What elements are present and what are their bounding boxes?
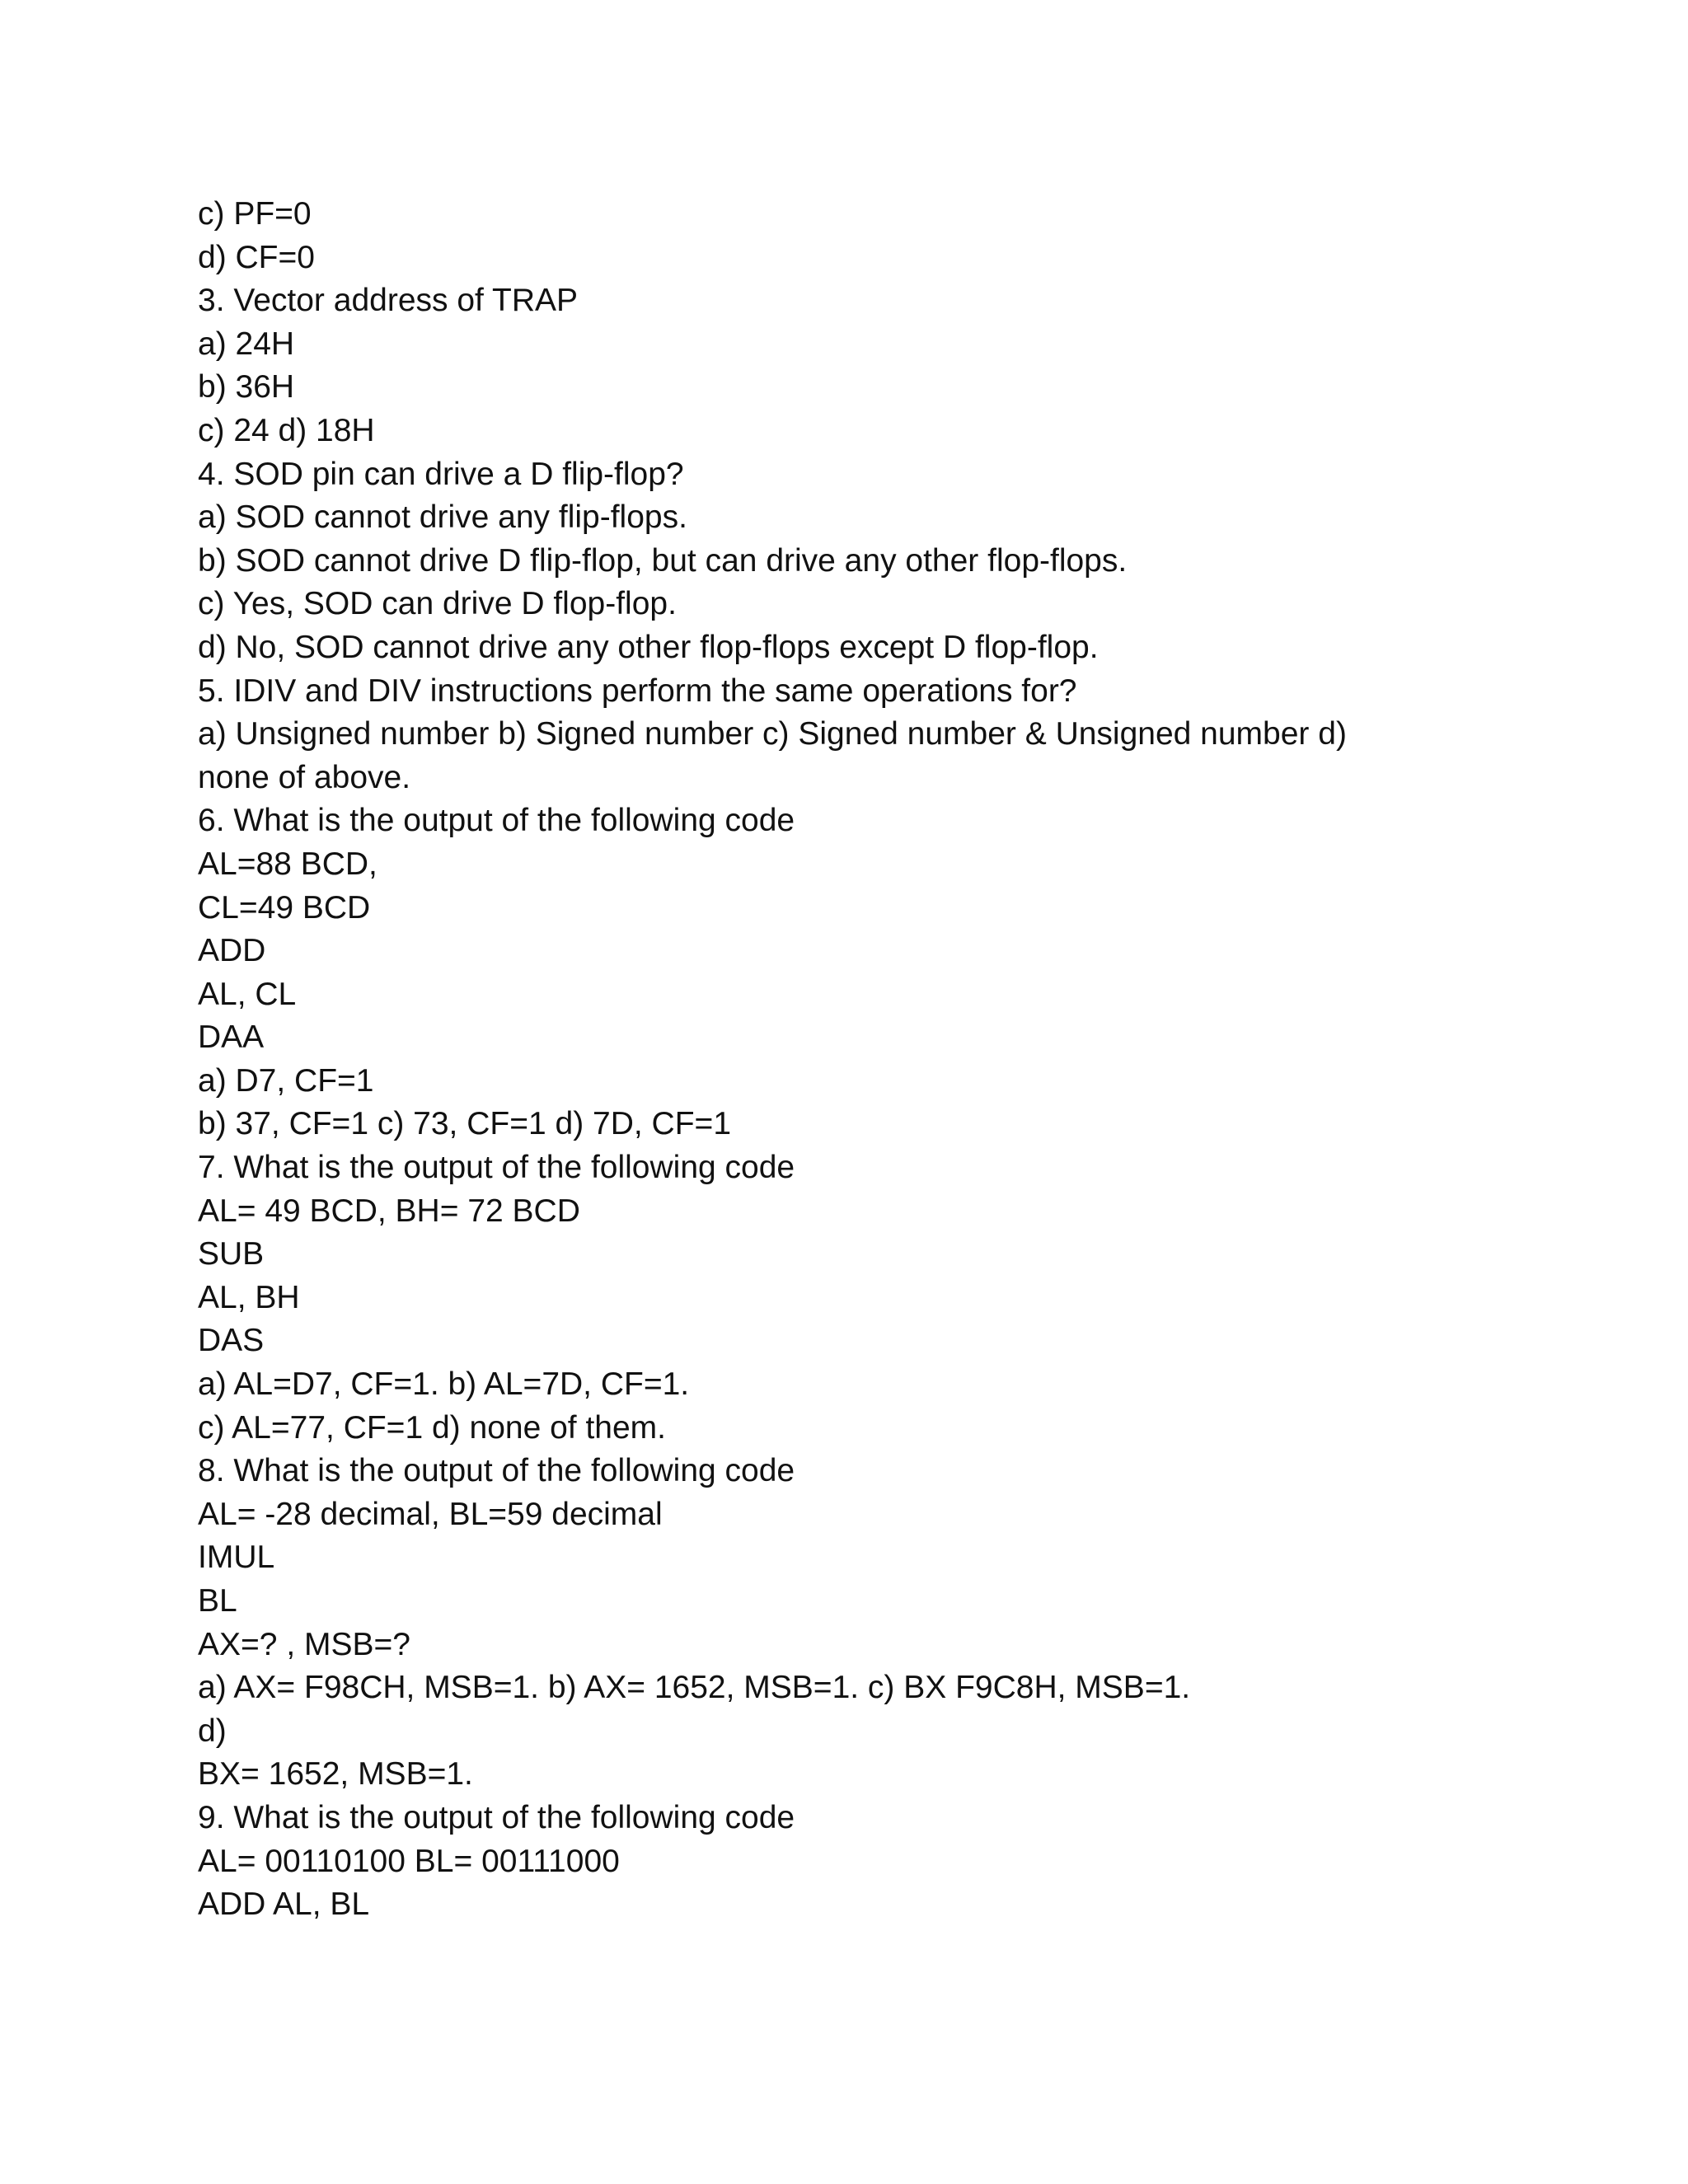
option-text: c) PF=0 — [198, 196, 312, 232]
document-text — [198, 193, 1599, 1927]
code-line: ADD AL, BL — [198, 1886, 370, 1923]
option-text: c) AL=77, CF=1 d) none of them. — [198, 1409, 666, 1446]
code-line: BL — [198, 1583, 237, 1619]
option-text: none of above. — [198, 759, 411, 795]
option-text: d) — [198, 1713, 227, 1749]
code-line: AL, BH — [198, 1279, 300, 1315]
option-text: a) 24H — [198, 326, 295, 362]
question-3: 3. Vector address of TRAP — [198, 283, 579, 319]
code-line: ADD — [198, 933, 266, 969]
option-text: a) AL=D7, CF=1. b) AL=7D, CF=1. — [198, 1366, 690, 1403]
code-line: AX=? , MSB=? — [198, 1626, 410, 1662]
option-text: a) SOD cannot drive any flip-flops. — [198, 499, 687, 536]
option-text: a) AX= F98CH, MSB=1. b) AX= 1652, MSB=1. c) BX F9C8H, MSB=1. — [198, 1670, 1191, 1706]
question-8: 8. What is the output of the following code — [198, 1453, 795, 1489]
question-5: 5. IDIV and DIV instructions perform the same operations for? — [198, 673, 1077, 709]
option-text: c) 24 d) 18H — [198, 412, 375, 448]
code-line: AL= 00110100 BL= 00111000 — [198, 1843, 620, 1879]
code-line: CL=49 BCD — [198, 889, 371, 926]
code-line: AL= 49 BCD, BH= 72 BCD — [198, 1193, 580, 1229]
option-text: b) 36H — [198, 369, 295, 405]
option-text: a) D7, CF=1 — [198, 1062, 374, 1099]
option-text: d) CF=0 — [198, 239, 315, 275]
question-4: 4. SOD pin can drive a D flip-flop? — [198, 456, 684, 492]
option-text: b) 37, CF=1 c) 73, CF=1 d) 7D, CF=1 — [198, 1106, 732, 1142]
question-9: 9. What is the output of the following code — [198, 1799, 795, 1835]
code-line: AL, CL — [198, 976, 297, 1012]
code-line: IMUL — [198, 1540, 275, 1576]
code-line: DAA — [198, 1019, 265, 1056]
option-text: c) Yes, SOD can drive D flop-flop. — [198, 586, 677, 622]
option-text: BX= 1652, MSB=1. — [198, 1756, 473, 1793]
code-line: AL= -28 decimal, BL=59 decimal — [198, 1496, 663, 1532]
code-line: SUB — [198, 1236, 265, 1272]
option-text: a) Unsigned number b) Signed number c) Signed number & Unsigned number d) — [198, 716, 1347, 752]
question-6: 6. What is the output of the following code — [198, 803, 795, 839]
option-text: d) No, SOD cannot drive any other flop-flops except D flop-flop. — [198, 629, 1099, 665]
code-line: DAS — [198, 1323, 265, 1359]
code-line: AL=88 BCD, — [198, 846, 377, 882]
question-7: 7. What is the output of the following code — [198, 1150, 795, 1186]
option-text: b) SOD cannot drive D flip-flop, but can drive any other flop-flops. — [198, 542, 1128, 579]
